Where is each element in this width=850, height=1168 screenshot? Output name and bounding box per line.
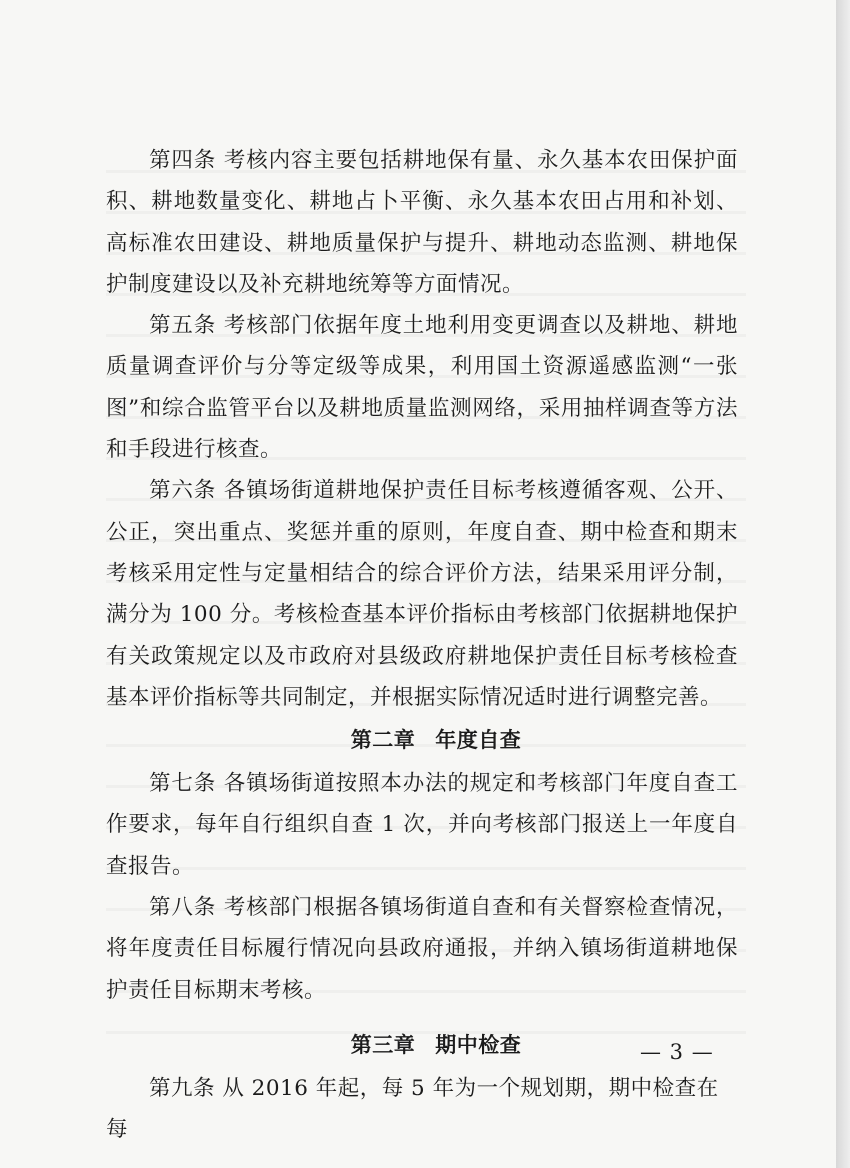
page-number: — 3 — — [640, 1040, 714, 1064]
article-6: 第六条 各镇场街道耕地保护责任目标考核遵循客观、公开、公正，突出重点、奖惩并重的原则，年度自查、期中检查和期末考核采用定性与定量相结合的综合评价方法，结果采用评分制，满分为 100 分。考核检查基本评价指标由考核部门依据耕地保护有关政策规定以及市政府对县级政府耕地保护责任目标考核检查基本评价指标等共同制定，并根据实际情况适时进行调整完善。 — [106, 478, 738, 710]
article-8: 第八条 考核部门根据各镇场街道自查和有关督察检查情况，将年度责任目标履行情况向县政府通报，并纳入镇场街道耕地保护责任目标期末考核。 — [106, 895, 738, 1003]
article-7: 第七条 各镇场街道按照本办法的规定和考核部门年度自查工作要求，每年自行组织自查 1 次，并向考核部门报送上一年度自查报告。 — [106, 771, 738, 879]
chapter-3-title: 期中检查 — [435, 1032, 522, 1057]
chapter-2-number: 第二章 — [350, 728, 416, 753]
article-4: 第四条 考核内容主要包括耕地保有量、永久基本农田保护面积、耕地数量变化、耕地占卜平衡、永久基本农田占用和补划、高标准农田建设、耕地质量保护与提升、耕地动态监测、耕地保护制度建设以及补充耕地统筹等方面情况。 — [106, 148, 738, 297]
chapter-3-number: 第三章 — [350, 1032, 416, 1057]
document-body — [106, 140, 738, 1151]
article-9: 第九条 从 2016 年起，每 5 年为一个规划期，期中检查在每 — [106, 1075, 719, 1143]
chapter-2-heading — [106, 718, 738, 763]
article-5: 第五条 考核部门依据年度土地利用变更调查以及耕地、耕地质量调查评价与分等定级等成果，利用国土资源遥感监测“一张图”和综合监管平台以及耕地质量监测网络，采用抽样调查等方法和手段进行核查。 — [106, 313, 738, 463]
chapter-2-title: 年度自查 — [435, 728, 522, 753]
page-edge — [836, 0, 850, 1168]
